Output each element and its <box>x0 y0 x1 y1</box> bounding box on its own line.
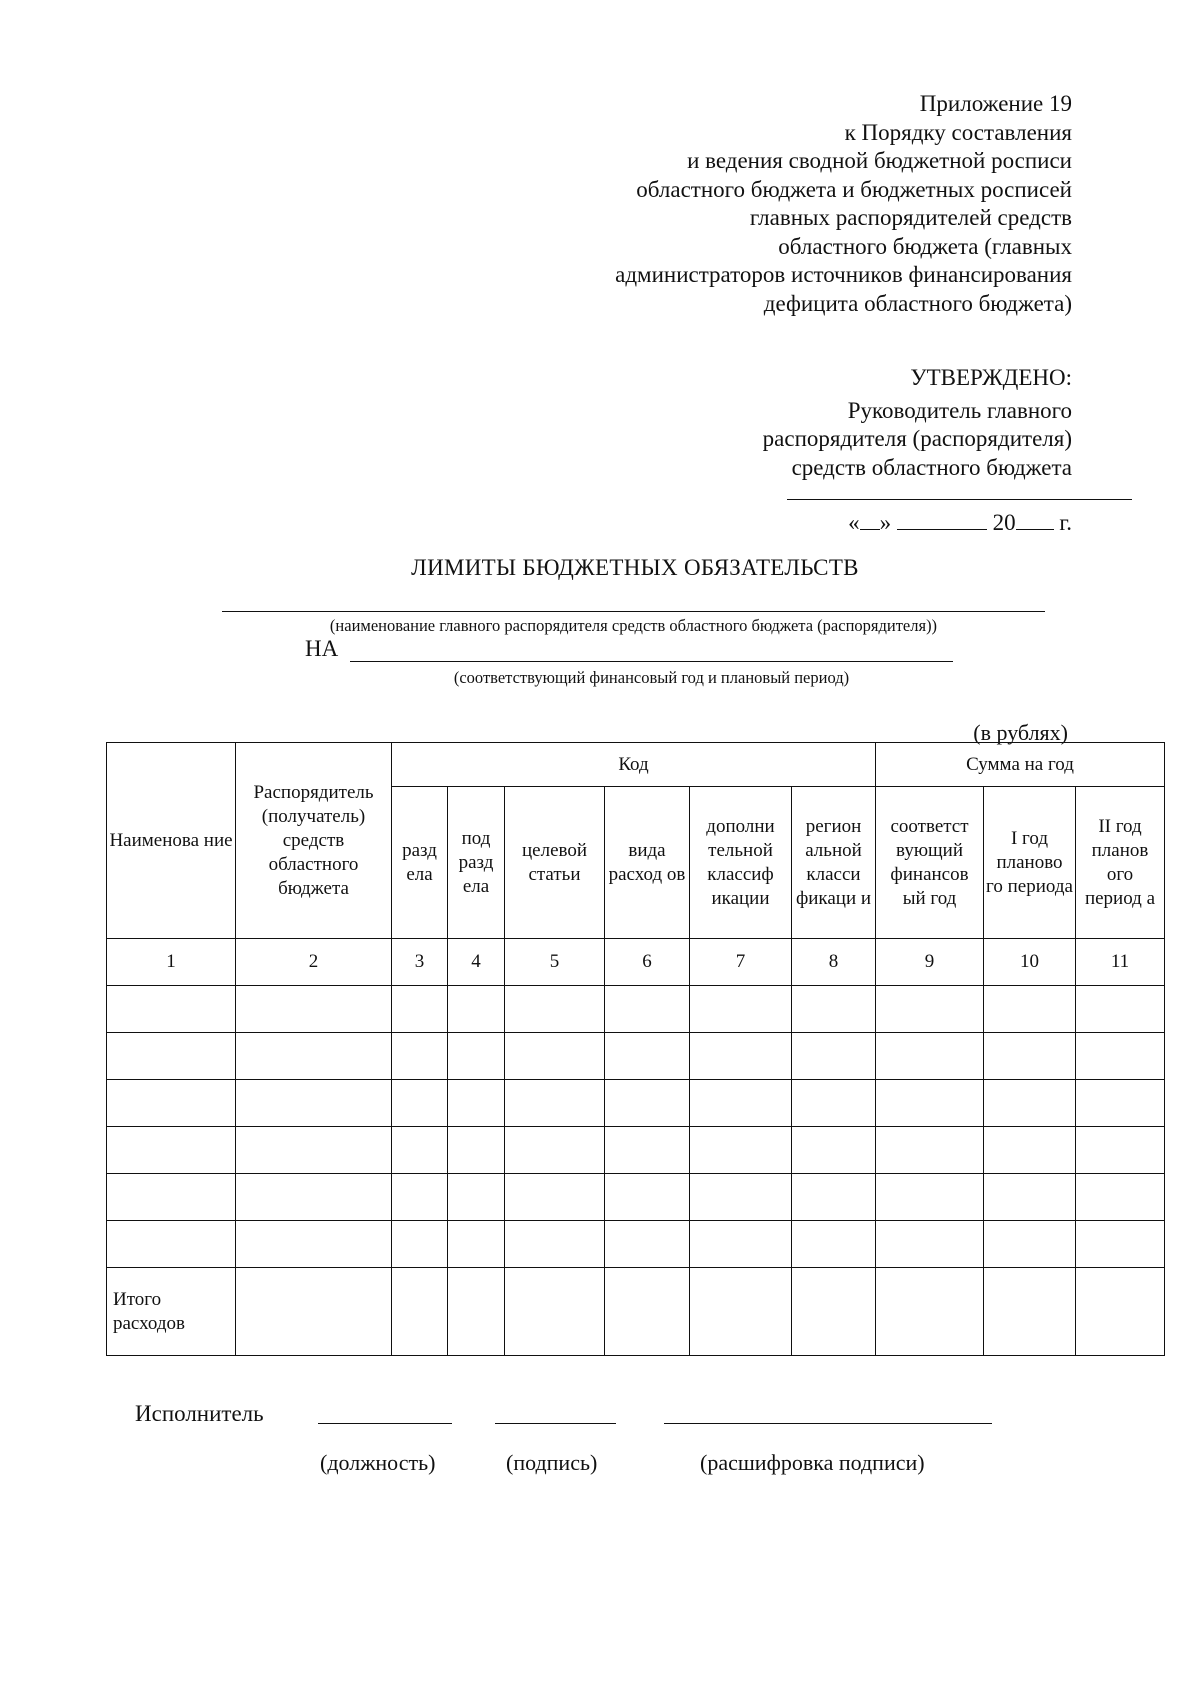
period-row <box>305 636 338 662</box>
date-quote-close: » <box>879 510 892 535</box>
date-day-field[interactable] <box>860 507 880 530</box>
approval-line: Руководитель главного <box>847 397 1072 423</box>
appendix-line: и ведения сводной бюджетной росписи <box>687 148 1072 173</box>
table-cell[interactable] <box>984 1221 1076 1268</box>
total-cell[interactable] <box>690 1268 792 1356</box>
table-cell[interactable] <box>392 1080 448 1127</box>
header-sum-second-plan-year: II год планов ого период а <box>1076 787 1165 939</box>
table-cell[interactable] <box>876 1174 984 1221</box>
header-code-target: целевой статьи <box>505 787 605 939</box>
table-cell[interactable] <box>690 986 792 1033</box>
header-code-regional: регион альной класси фикаци и <box>792 787 876 939</box>
total-cell[interactable] <box>505 1268 605 1356</box>
table-cell[interactable] <box>236 1127 392 1174</box>
table-cell[interactable] <box>107 1080 236 1127</box>
header-code-additional: дополни тельной классиф икации <box>690 787 792 939</box>
date-year-field[interactable] <box>1016 507 1054 530</box>
header-code-expense-type: вида расход ов <box>605 787 690 939</box>
data-rows <box>107 986 1165 1268</box>
header-manager: Распорядитель (получатель) средств областного бюджета <box>236 743 392 939</box>
executor-signature-caption: (подпись) <box>506 1450 598 1475</box>
table-cell[interactable] <box>107 1033 236 1080</box>
appendix-line: главных распорядителей средств <box>749 205 1072 230</box>
table-cell[interactable] <box>605 1221 690 1268</box>
column-number: 8 <box>792 939 876 986</box>
header-sum-current-year: соответст вующий финансов ый год <box>876 787 984 939</box>
table-cell[interactable] <box>605 1080 690 1127</box>
table-cell[interactable] <box>984 1174 1076 1221</box>
table-cell[interactable] <box>690 1033 792 1080</box>
total-cell[interactable] <box>792 1268 876 1356</box>
table-cell[interactable] <box>392 1174 448 1221</box>
table-cell[interactable] <box>236 1174 392 1221</box>
total-cell[interactable] <box>984 1268 1076 1356</box>
table-cell[interactable] <box>107 1221 236 1268</box>
table-cell[interactable] <box>1076 1033 1165 1080</box>
document-title: ЛИМИТЫ БЮДЖЕТНЫХ ОБЯЗАТЕЛЬСТВ <box>411 555 859 580</box>
table-cell[interactable] <box>792 1174 876 1221</box>
header-code-section: разд ела <box>392 787 448 939</box>
table-cell[interactable] <box>448 1080 505 1127</box>
executor-position-field[interactable] <box>318 1423 452 1424</box>
appendix-line: областного бюджета (главных <box>778 233 1072 259</box>
table-row <box>107 1080 1165 1127</box>
table-cell[interactable] <box>448 1033 505 1080</box>
header-name: Наименова ние <box>107 743 236 939</box>
column-number: 9 <box>876 939 984 986</box>
table-row <box>107 1174 1165 1221</box>
table-cell[interactable] <box>605 1127 690 1174</box>
appendix-line: Приложение 19 <box>919 91 1072 116</box>
appendix-reference <box>615 90 1072 318</box>
column-number: 3 <box>392 939 448 986</box>
column-number: 2 <box>236 939 392 986</box>
header-code-group: Код <box>392 743 876 787</box>
table-cell[interactable] <box>605 1174 690 1221</box>
date-suffix: г. <box>1059 510 1072 535</box>
table-cell[interactable] <box>984 1033 1076 1080</box>
table-row <box>107 1221 1165 1268</box>
table-cell[interactable] <box>448 1127 505 1174</box>
date-quote-open: « <box>848 510 860 535</box>
executor-position-caption: (должность) <box>320 1450 436 1475</box>
table-cell[interactable] <box>690 1221 792 1268</box>
column-number: 4 <box>448 939 505 986</box>
appendix-line: к Порядку составления <box>844 119 1072 145</box>
table-cell[interactable] <box>876 1033 984 1080</box>
table-cell[interactable] <box>1076 1127 1165 1174</box>
units-label: (в рублях) <box>973 720 1068 745</box>
table-cell[interactable] <box>984 1080 1076 1127</box>
period-hint: (соответствующий финансовый год и плановый период) <box>453 668 850 687</box>
total-cell[interactable] <box>392 1268 448 1356</box>
table-cell[interactable] <box>690 1080 792 1127</box>
total-cell[interactable] <box>605 1268 690 1356</box>
table-cell[interactable] <box>448 986 505 1033</box>
approval-heading: УТВЕРЖДЕНО: <box>910 365 1072 390</box>
header-code-subsection: под разд ела <box>448 787 505 939</box>
table-cell[interactable] <box>448 1221 505 1268</box>
table-cell[interactable] <box>792 1080 876 1127</box>
total-cell[interactable] <box>1076 1268 1165 1356</box>
approval-line: распорядителя (распорядителя) <box>762 426 1072 451</box>
table-cell[interactable] <box>876 1221 984 1268</box>
table-cell[interactable] <box>505 1033 605 1080</box>
table-cell[interactable] <box>505 1174 605 1221</box>
table-cell[interactable] <box>392 1127 448 1174</box>
table-row <box>107 1033 1165 1080</box>
table-cell[interactable] <box>876 1127 984 1174</box>
executor-name-field[interactable] <box>664 1423 992 1424</box>
table-cell[interactable] <box>392 1033 448 1080</box>
executor-name-caption: (расшифровка подписи) <box>700 1450 925 1475</box>
table-cell[interactable] <box>236 1080 392 1127</box>
period-prefix: НА <box>305 636 339 661</box>
total-cell[interactable] <box>236 1268 392 1356</box>
table-cell[interactable] <box>1076 986 1165 1033</box>
recipient-field[interactable] <box>222 611 1045 612</box>
column-numbers-row <box>107 939 1165 986</box>
table-cell[interactable] <box>505 1080 605 1127</box>
table-cell[interactable] <box>505 986 605 1033</box>
executor-signature-field[interactable] <box>495 1423 616 1424</box>
table-cell[interactable] <box>792 1127 876 1174</box>
table-cell[interactable] <box>107 1127 236 1174</box>
table-cell[interactable] <box>236 986 392 1033</box>
table-cell[interactable] <box>448 1174 505 1221</box>
table-cell[interactable] <box>984 1127 1076 1174</box>
header-sum-first-plan-year: I год планово го периода <box>984 787 1076 939</box>
table-cell[interactable] <box>505 1127 605 1174</box>
table-cell[interactable] <box>876 986 984 1033</box>
limits-table <box>106 742 1165 1356</box>
table-cell[interactable] <box>236 1033 392 1080</box>
table-cell[interactable] <box>792 986 876 1033</box>
appendix-line: администраторов источников финансирования <box>615 262 1072 287</box>
column-number: 10 <box>984 939 1076 986</box>
approval-signature-line[interactable] <box>787 499 1132 500</box>
column-number: 11 <box>1076 939 1165 986</box>
approval-date <box>848 507 1072 536</box>
table-cell[interactable] <box>107 1174 236 1221</box>
table-cell[interactable] <box>236 1221 392 1268</box>
recipient-hint: (наименование главного распорядителя средств областного бюджета (распорядителя)) <box>329 616 938 635</box>
period-field[interactable] <box>350 661 953 662</box>
table-cell[interactable] <box>876 1080 984 1127</box>
table-cell[interactable] <box>605 986 690 1033</box>
column-number: 7 <box>690 939 792 986</box>
appendix-line: областного бюджета и бюджетных росписей <box>636 176 1072 202</box>
date-year-prefix: 20 <box>992 510 1016 535</box>
table-cell[interactable] <box>392 986 448 1033</box>
table-cell[interactable] <box>392 1221 448 1268</box>
executor-label: Исполнитель <box>135 1401 264 1426</box>
table-cell[interactable] <box>1076 1080 1165 1127</box>
total-cell[interactable] <box>448 1268 505 1356</box>
appendix-line: дефицита областного бюджета) <box>763 290 1072 316</box>
total-label: Итого расходов <box>107 1268 236 1356</box>
table-cell[interactable] <box>690 1127 792 1174</box>
approval-line: средств областного бюджета <box>791 454 1072 480</box>
table-cell[interactable] <box>984 986 1076 1033</box>
approval-block <box>763 364 1072 482</box>
table-cell[interactable] <box>1076 1221 1165 1268</box>
table-cell[interactable] <box>1076 1174 1165 1221</box>
total-row <box>107 1268 1165 1356</box>
table-cell[interactable] <box>792 1221 876 1268</box>
header-sum-group: Сумма на год <box>876 743 1165 787</box>
table-cell[interactable] <box>107 986 236 1033</box>
table-cell[interactable] <box>505 1221 605 1268</box>
table-row <box>107 986 1165 1033</box>
total-cell[interactable] <box>876 1268 984 1356</box>
table-row <box>107 1127 1165 1174</box>
table-cell[interactable] <box>792 1033 876 1080</box>
table-cell[interactable] <box>605 1033 690 1080</box>
table-cell[interactable] <box>690 1174 792 1221</box>
column-number: 1 <box>107 939 236 986</box>
column-number: 6 <box>605 939 690 986</box>
column-number: 5 <box>505 939 605 986</box>
date-month-field[interactable] <box>897 507 987 530</box>
